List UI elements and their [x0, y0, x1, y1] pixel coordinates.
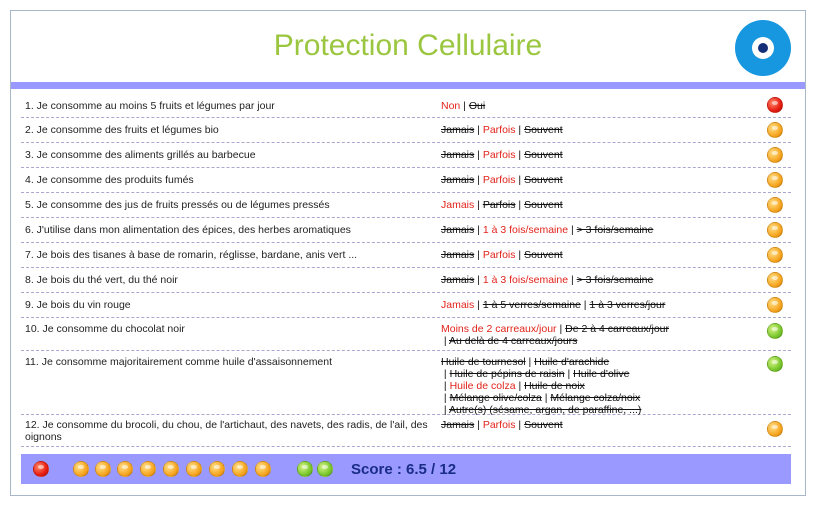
answer-line: Jamais | Parfois | Souvent: [441, 249, 563, 261]
answer-option[interactable]: Jamais: [441, 249, 475, 261]
answer-option[interactable]: Mélange olive/colza: [449, 392, 542, 404]
orange-smiley-icon: [767, 172, 783, 188]
question-text: 6. J'utilise dans mon alimentation des épices, des herbes aromatiques: [25, 224, 351, 236]
answer-line: Jamais | Parfois | Souvent: [441, 419, 563, 431]
answer-option[interactable]: 1 à 5 verres/semaine: [482, 299, 581, 311]
question-row: [21, 142, 791, 168]
answer-option[interactable]: Mélange colza/noix: [550, 392, 641, 404]
answer-line: | Autre(s) (sésame, argan, de paraffine, ...): [443, 404, 642, 416]
answer-option[interactable]: Huile d'arachide: [534, 356, 610, 368]
answer-option[interactable]: Au delà de 4 carreaux/jours: [449, 335, 578, 347]
answer-options: [441, 249, 761, 261]
answer-options: [441, 199, 761, 211]
green-smiley-icon: [767, 356, 783, 372]
orange-smiley-icon: [767, 122, 783, 138]
answer-option[interactable]: Jamais: [441, 174, 475, 186]
question-row: [21, 117, 791, 143]
page-title: Protection Cellulaire: [273, 29, 543, 62]
answer-options: [441, 323, 761, 347]
answer-line: | Huile de colza | Huile de noix: [443, 380, 585, 392]
answer-option[interactable]: Souvent: [524, 249, 563, 261]
answer-option[interactable]: 1 à 3 verres/jour: [589, 299, 666, 311]
question-row: [21, 317, 791, 351]
answer-option[interactable]: De 2 à 4 carreaux/jour: [565, 323, 670, 335]
answer-option-selected[interactable]: 1 à 3 fois/semaine: [482, 274, 569, 286]
answer-options: [441, 224, 761, 236]
green-smiley-icon: [297, 461, 313, 477]
question-row: [21, 292, 791, 318]
answer-option-selected[interactable]: Parfois: [482, 174, 516, 186]
answer-option[interactable]: Jamais: [441, 419, 475, 431]
answer-option-selected[interactable]: Parfois: [482, 124, 516, 136]
answer-option-selected[interactable]: Parfois: [482, 149, 516, 161]
answer-options: [441, 174, 761, 186]
orange-smiley-icon: [140, 461, 156, 477]
question-text: 10. Je consomme du chocolat noir: [25, 323, 185, 335]
answer-option-selected[interactable]: Huile de colza: [449, 380, 516, 392]
answer-option-selected[interactable]: Jamais: [441, 199, 475, 211]
answer-line: Jamais | 1 à 5 verres/semaine | 1 à 3 verres/jour: [441, 299, 666, 311]
orange-smiley-icon: [767, 147, 783, 163]
orange-smiley-icon: [767, 421, 783, 437]
answer-option[interactable]: Jamais: [441, 149, 475, 161]
orange-smiley-icon: [95, 461, 111, 477]
score-text: Score : 6.5 / 12: [351, 461, 457, 478]
answer-options: [441, 299, 761, 311]
answer-options: [441, 356, 761, 416]
answer-option[interactable]: Autre(s) (sésame, argan, de paraffine, ...): [449, 404, 642, 416]
orange-smiley-icon: [767, 247, 783, 263]
answer-option-selected[interactable]: Non: [441, 100, 461, 112]
orange-smiley-icon: [117, 461, 133, 477]
orange-smiley-icon: [163, 461, 179, 477]
question-row: [21, 242, 791, 268]
score-bar: [21, 454, 791, 484]
orange-smiley-icon: [767, 197, 783, 213]
answer-option[interactable]: Souvent: [524, 124, 563, 136]
answer-option[interactable]: > 3 fois/semaine: [576, 274, 654, 286]
questionnaire-panel: [10, 10, 806, 496]
answer-option-selected[interactable]: Jamais: [441, 299, 475, 311]
question-text: 1. Je consomme au moins 5 fruits et légumes par jour: [25, 100, 275, 112]
question-row: [21, 192, 791, 218]
answer-option[interactable]: > 3 fois/semaine: [576, 224, 654, 236]
answer-line: Jamais | 1 à 3 fois/semaine | > 3 fois/semaine: [441, 224, 654, 236]
orange-smiley-icon: [767, 297, 783, 313]
header: [11, 11, 805, 81]
question-text: 11. Je consomme majoritairement comme huile d'assaisonnement: [25, 356, 333, 368]
question-text: 4. Je consomme des produits fumés: [25, 174, 194, 186]
answer-line: Jamais | Parfois | Souvent: [441, 199, 563, 211]
answer-line: Moins de 2 carreaux/jour | De 2 à 4 carreaux/jour: [441, 323, 670, 335]
question-row: [21, 350, 791, 415]
answer-line: | Mélange olive/colza | Mélange colza/noix: [443, 392, 641, 404]
answer-option[interactable]: Huile d'olive: [573, 368, 630, 380]
red-smiley-icon: [767, 97, 783, 113]
question-row: [21, 217, 791, 243]
answer-option[interactable]: Souvent: [524, 199, 563, 211]
answer-line: Huile de tournesol | Huile d'arachide: [441, 356, 610, 368]
answer-option-selected[interactable]: Moins de 2 carreaux/jour: [441, 323, 557, 335]
answer-line: | Huile de pépins de raisin | Huile d'olive: [443, 368, 630, 380]
green-smiley-icon: [767, 323, 783, 339]
answer-line: Jamais | Parfois | Souvent: [441, 149, 563, 161]
question-row: [21, 93, 791, 118]
answer-option[interactable]: Jamais: [441, 274, 475, 286]
orange-smiley-icon: [209, 461, 225, 477]
answer-options: [441, 419, 761, 431]
question-text: 8. Je bois du thé vert, du thé noir: [25, 274, 178, 286]
red-smiley-icon: [33, 461, 49, 477]
question-text: 2. Je consomme des fruits et légumes bio: [25, 124, 219, 136]
answer-option[interactable]: Huile de tournesol: [441, 356, 526, 368]
answer-line: Jamais | 1 à 3 fois/semaine | > 3 fois/semaine: [441, 274, 654, 286]
orange-smiley-icon: [767, 222, 783, 238]
answer-line: Jamais | Parfois | Souvent: [441, 174, 563, 186]
question-row: [21, 167, 791, 193]
question-text: 7. Je bois des tisanes à base de romarin, réglisse, bardane, anis vert ...: [25, 249, 358, 261]
answer-options: [441, 100, 761, 112]
question-text: 9. Je bois du vin rouge: [25, 299, 131, 311]
orange-smiley-icon: [232, 461, 248, 477]
answer-option[interactable]: Souvent: [524, 419, 563, 431]
answer-option[interactable]: Huile de pépins de raisin: [449, 368, 565, 380]
header-divider-bar: [11, 82, 805, 89]
question-row: [21, 267, 791, 293]
question-text: 5. Je consomme des jus de fruits pressés ou de légumes pressés: [25, 199, 330, 211]
answer-option[interactable]: Souvent: [524, 174, 563, 186]
orange-smiley-icon: [767, 272, 783, 288]
answer-option[interactable]: Jamais: [441, 124, 475, 136]
answer-option[interactable]: Oui: [468, 100, 486, 112]
answer-option[interactable]: Parfois: [482, 199, 516, 211]
orange-smiley-icon: [73, 461, 89, 477]
target-logo-icon: [735, 20, 791, 76]
green-smiley-icon: [317, 461, 333, 477]
question-text: 12. Je consomme du brocoli, du chou, de l'artichaut, des navets, des radis, de l'ail, des oignons: [25, 419, 428, 443]
logo-inner-ring: [752, 37, 774, 59]
orange-smiley-icon: [186, 461, 202, 477]
answer-line: Non | Oui: [441, 100, 486, 112]
answer-option[interactable]: Huile de noix: [524, 380, 585, 392]
answer-option[interactable]: Souvent: [524, 149, 563, 161]
question-text: 3. Je consomme des aliments grillés au barbecue: [25, 149, 256, 161]
answer-option-selected[interactable]: Parfois: [482, 249, 516, 261]
question-row: [21, 414, 791, 447]
answer-line: Jamais | Parfois | Souvent: [441, 124, 563, 136]
answer-option-selected[interactable]: 1 à 3 fois/semaine: [482, 224, 569, 236]
answer-options: [441, 149, 761, 161]
logo-core: [758, 43, 768, 53]
answer-option-selected[interactable]: Parfois: [482, 419, 516, 431]
answer-options: [441, 124, 761, 136]
answer-line: | Au delà de 4 carreaux/jours: [443, 335, 578, 347]
answer-options: [441, 274, 761, 286]
orange-smiley-icon: [255, 461, 271, 477]
answer-option[interactable]: Jamais: [441, 224, 475, 236]
